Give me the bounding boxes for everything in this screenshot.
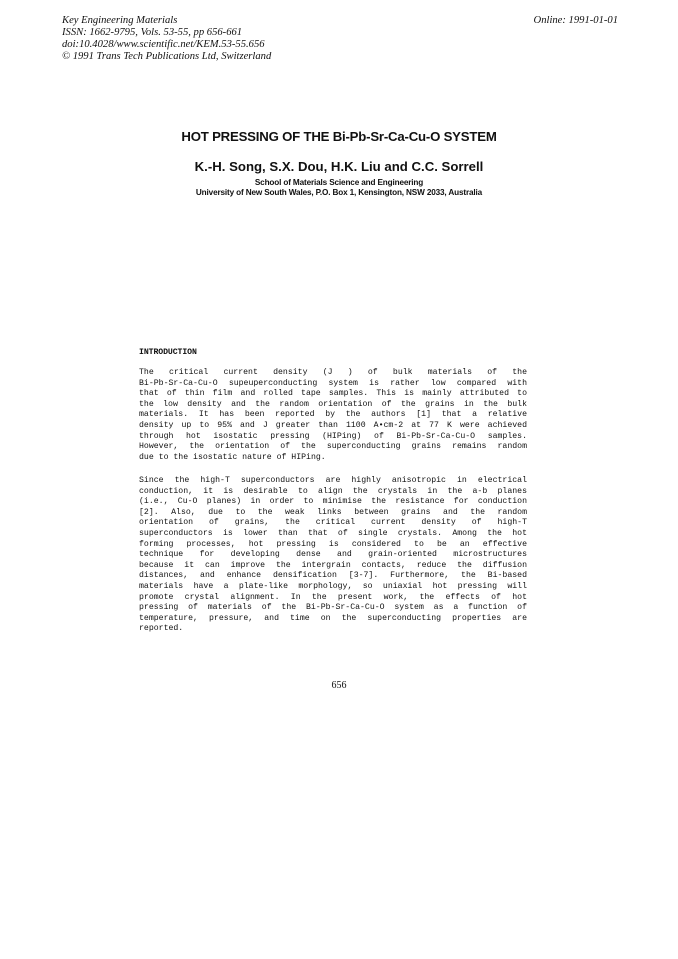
journal-copyright: © 1991 Trans Tech Publications Ltd, Switzerland [62, 51, 272, 62]
paragraph-line: technique for developing dense and grain-oriented microstructures [139, 550, 527, 560]
online-date: Online: 1991-01-01 [533, 15, 618, 26]
section-heading-introduction: INTRODUCTION [139, 348, 197, 357]
paragraph-line: Since the high-T superconductors are highly anisotropic in electrical [139, 476, 527, 485]
paragraph-line: because it can improve the intergrain contacts, reduce the diffusion [139, 560, 527, 570]
paragraph-line: (i.e., Cu-O planes) in order to minimise the resistance for conduction [139, 497, 527, 507]
page-number: 656 [331, 680, 347, 691]
paragraph-line: materials. It has been reported by the authors [1] that a relative [139, 410, 527, 420]
paragraph-line: pressing of materials of the Bi-Pb-Sr-Ca-Cu-O system as a function of [139, 603, 527, 613]
paragraph-line: materials have a plate-like morphology, so uniaxial hot pressing will [139, 581, 527, 591]
affiliation-university: University of New South Wales, P.O. Box 1, Kensington, NSW 2033, Australia [195, 188, 483, 197]
paragraph-line: conduction, it is desirable to align the crystals in the a-b planes [139, 486, 527, 496]
paper-authors: K.-H. Song, S.X. Dou, H.K. Liu and C.C. Sorrell [194, 159, 484, 174]
journal-doi: doi:10.4028/www.scientific.net/KEM.53-55.656 [62, 39, 265, 50]
paper-title: HOT PRESSING OF THE Bi-Pb-Sr-Ca-Cu-O SYSTEM [181, 129, 497, 144]
paragraph-line: due to the isostatic nature of HIPing. [139, 452, 326, 462]
paragraph-line: that of thin film and rolled tape samples. This is mainly attributed to [139, 389, 527, 399]
paragraph-line: temperature, pressure, and time on the superconducting properties are [139, 613, 527, 623]
paragraph-line: through hot isostatic pressing (HIPing) of Bi-Pb-Sr-Ca-Cu-O samples. [139, 431, 527, 441]
paragraph-line: [2]. Also, due to the weak links between grains and the random [139, 507, 527, 517]
paragraph-line: orientation of grains, the critical current density of high-T [139, 518, 527, 528]
paragraph-1 [139, 368, 527, 463]
paragraph-line: reported. [139, 624, 184, 634]
paragraph-line: density up to 95% and J greater than 1100 A•cm-2 at 77 K were achieved [139, 420, 527, 430]
paragraph-line: Bi-Pb-Sr-Ca-Cu-O supeuperconducting system is rather low compared with [139, 378, 527, 388]
paragraph-line: The critical current density (J ) of bulk materials of the [139, 368, 527, 377]
paragraph-line: promote crystal alignment. In the present work, the effects of hot [139, 592, 527, 602]
affiliation-school: School of Materials Science and Engineering [254, 178, 424, 187]
paragraph-line: the low density and the random orientation of the grains in the bulk [139, 399, 527, 409]
journal-header [62, 15, 618, 63]
paragraph-2 [139, 476, 527, 635]
paragraph-line: forming processes, hot pressing is considered to be an effective [139, 539, 527, 549]
paragraph-line: distances, and enhance densification [3-7]. Furthermore, the Bi-based [139, 571, 527, 581]
paragraph-line: However, the orientation of the superconducting grains remains random [139, 442, 527, 452]
paragraph-line: superconductors is lower than that of single crystals. Among the hot [139, 528, 527, 538]
journal-issn: ISSN: 1662-9795, Vols. 53-55, pp 656-661 [62, 27, 243, 38]
journal-name: Key Engineering Materials [62, 15, 178, 26]
